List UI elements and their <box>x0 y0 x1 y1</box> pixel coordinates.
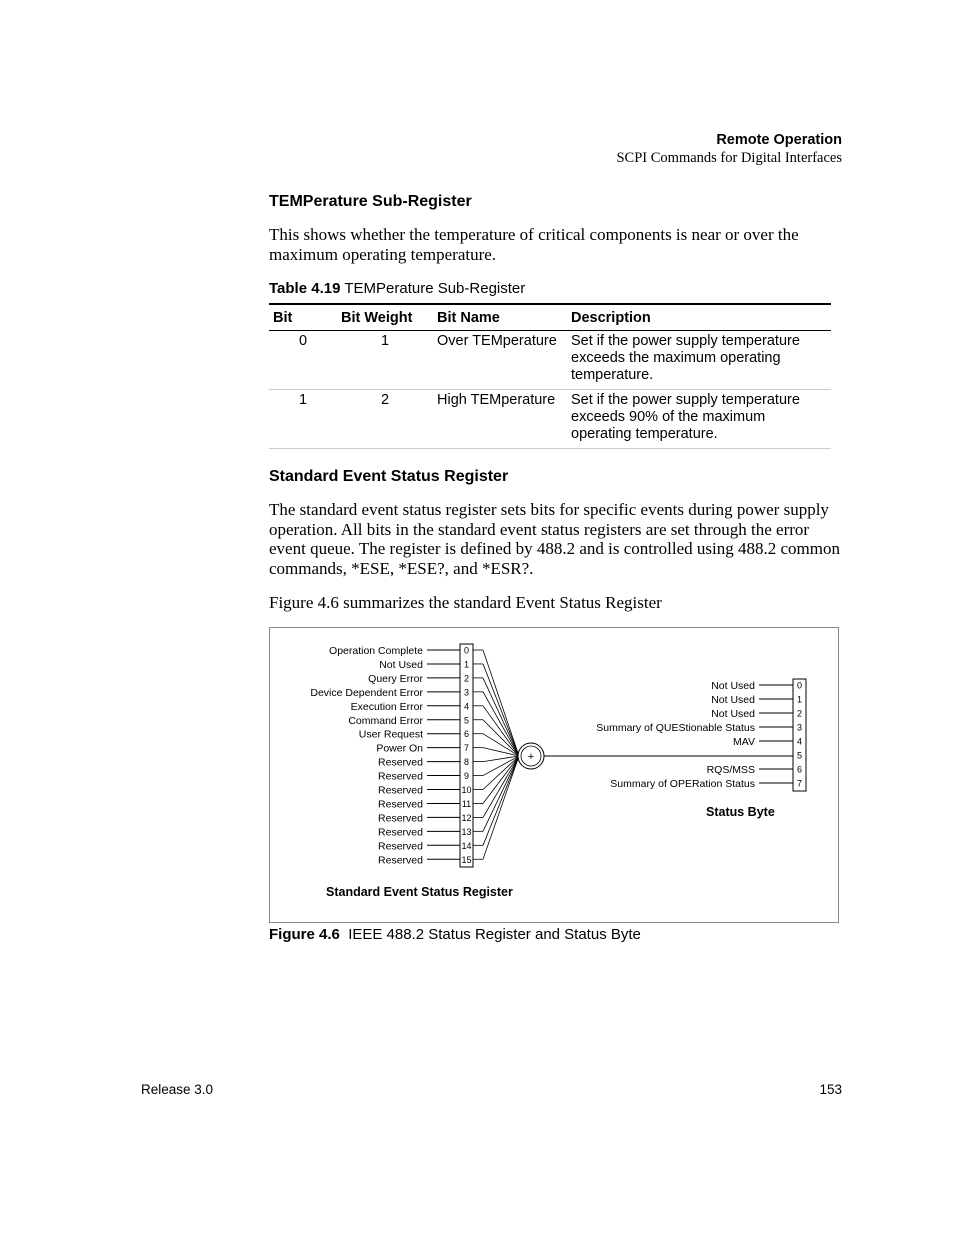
ses-bit-label: Power On <box>376 742 423 755</box>
ses-bit-label: Reserved <box>378 812 423 825</box>
running-header-title: Remote Operation <box>716 132 842 148</box>
or-gate-symbol: + <box>527 751 535 763</box>
ses-bit-label: Query Error <box>368 672 423 685</box>
ses-bit-label: Execution Error <box>350 700 423 713</box>
ses-bit-label: Reserved <box>378 840 423 853</box>
status-byte-bit-label: Not Used <box>711 680 755 692</box>
ses-bit-number: 8 <box>463 757 470 768</box>
table-cell-bit-weight: 2 <box>337 390 433 449</box>
table-cell-bit-weight: 1 <box>337 331 433 390</box>
ses-bit-label: Not Used <box>379 658 423 671</box>
ses-bit-label: Operation Complete <box>329 645 423 657</box>
status-byte-bit-label: Not Used <box>711 708 755 720</box>
status-byte-bit-label: RQS/MSS <box>706 764 755 776</box>
section-heading-temperature: TEMPerature Sub-Register <box>269 193 472 210</box>
table-cell-bit: 1 <box>269 390 337 449</box>
figure-caption-text: IEEE 488.2 Status Register and Status Byte <box>348 926 641 943</box>
table-header-row <box>269 304 831 331</box>
ses-bit-number: 12 <box>461 812 472 823</box>
footer-release: Release 3.0 <box>141 1082 214 1097</box>
table-header-bit: Bit <box>269 304 337 331</box>
page-number: 153 <box>819 1082 842 1097</box>
status-byte-bit-number: 5 <box>796 750 803 761</box>
ses-fan-line <box>483 756 519 803</box>
temperature-register-table <box>269 303 831 449</box>
table-header-bit-weight: Bit Weight <box>337 304 433 331</box>
status-byte-bit-number: 3 <box>796 722 803 733</box>
status-byte-bit-number: 4 <box>796 736 803 747</box>
status-byte-bit-number: 6 <box>796 764 803 775</box>
ses-bit-label: Reserved <box>378 770 423 783</box>
ses-bit-number: 15 <box>461 854 472 865</box>
ses-bit-label: Reserved <box>378 756 423 769</box>
ses-bit-number: 0 <box>463 645 470 656</box>
ses-bit-number: 1 <box>463 659 470 670</box>
table-caption-text: TEMPerature Sub-Register <box>344 280 526 297</box>
status-byte-bit-number: 2 <box>796 708 803 719</box>
ses-bit-number: 9 <box>463 771 470 782</box>
ses-fan-line <box>483 706 519 756</box>
figure-caption <box>269 926 641 943</box>
table-caption <box>269 280 525 297</box>
ses-bit-number: 14 <box>461 840 472 851</box>
ses-bit-number: 7 <box>463 743 470 754</box>
ses-bit-number: 6 <box>463 729 470 740</box>
table-header-description: Description <box>567 304 831 331</box>
ses-bit-label: Reserved <box>378 826 423 839</box>
ses-bit-label: Command Error <box>348 714 423 727</box>
ses-bit-number: 5 <box>463 715 470 726</box>
ses-bit-label: Device Dependent Error <box>310 686 423 699</box>
status-byte-bit-label: Summary of OPERation Status <box>610 778 755 790</box>
ses-bit-number: 11 <box>461 798 472 809</box>
ses-fan-line <box>483 756 519 831</box>
ses-bit-label: Reserved <box>378 798 423 811</box>
status-byte-bit-number: 7 <box>796 778 803 789</box>
ses-fan-line <box>483 678 519 756</box>
status-byte-bit-label: Not Used <box>711 694 755 706</box>
ses-fan-line <box>483 692 519 756</box>
ses-bit-number: 2 <box>463 673 470 684</box>
table-cell-bit-name: Over TEMperature <box>433 331 567 390</box>
figure-frame <box>269 627 839 923</box>
section-paragraph-temperature: This shows whether the temperature of critical components is near or over the maximum operating temperature. <box>269 225 799 264</box>
table-cell-description: Set if the power supply temperature exceeds the maximum operating temperature. <box>567 331 831 390</box>
table-row <box>269 331 831 390</box>
figure-intro-paragraph: Figure 4.6 summarizes the standard Event Status Register <box>269 593 662 612</box>
ses-bit-label: Reserved <box>378 784 423 797</box>
ses-bit-label: User Request <box>358 728 423 741</box>
table-header-bit-name: Bit Name <box>433 304 567 331</box>
ses-fan-line <box>483 650 519 756</box>
figure-caption-label: Figure 4.6 <box>269 926 340 943</box>
ses-fan-line <box>483 756 519 845</box>
ses-title: Standard Event Status Register <box>326 885 513 899</box>
section-paragraph-standard-event: The standard event status register sets bits for specific events during power supply operation. All bits in the standard event status registers are set through the error event queue. The register is defined by 488.2 and is controlled using 488.2 common commands, *ESE, *ESE?, and *ESR?. <box>269 500 840 578</box>
table-cell-bit-name: High TEMperature <box>433 390 567 449</box>
section-heading-standard-event: Standard Event Status Register <box>269 468 509 485</box>
ses-bit-number: 13 <box>461 826 472 837</box>
table-row <box>269 390 831 449</box>
table-caption-label: Table 4.19 <box>269 280 341 297</box>
ses-bit-label: Reserved <box>378 854 423 867</box>
running-header-subtitle: SCPI Commands for Digital Interfaces <box>616 150 842 166</box>
status-register-diagram <box>270 628 838 922</box>
ses-fan-line <box>483 720 519 756</box>
status-byte-bit-number: 0 <box>796 680 803 691</box>
status-byte-bit-number: 1 <box>796 694 803 705</box>
ses-fan-line <box>483 664 519 756</box>
ses-bit-number: 4 <box>463 701 470 712</box>
ses-bit-number: 10 <box>461 785 472 795</box>
status-byte-bit-label: MAV <box>733 736 755 748</box>
table-cell-description: Set if the power supply temperature exceeds 90% of the maximum operating temperature. <box>567 390 831 449</box>
status-byte-bit-label: Summary of QUEStionable Status <box>596 722 755 734</box>
table-cell-bit: 0 <box>269 331 337 390</box>
status-byte-title: Status Byte <box>706 805 775 819</box>
ses-bit-number: 3 <box>463 687 470 698</box>
